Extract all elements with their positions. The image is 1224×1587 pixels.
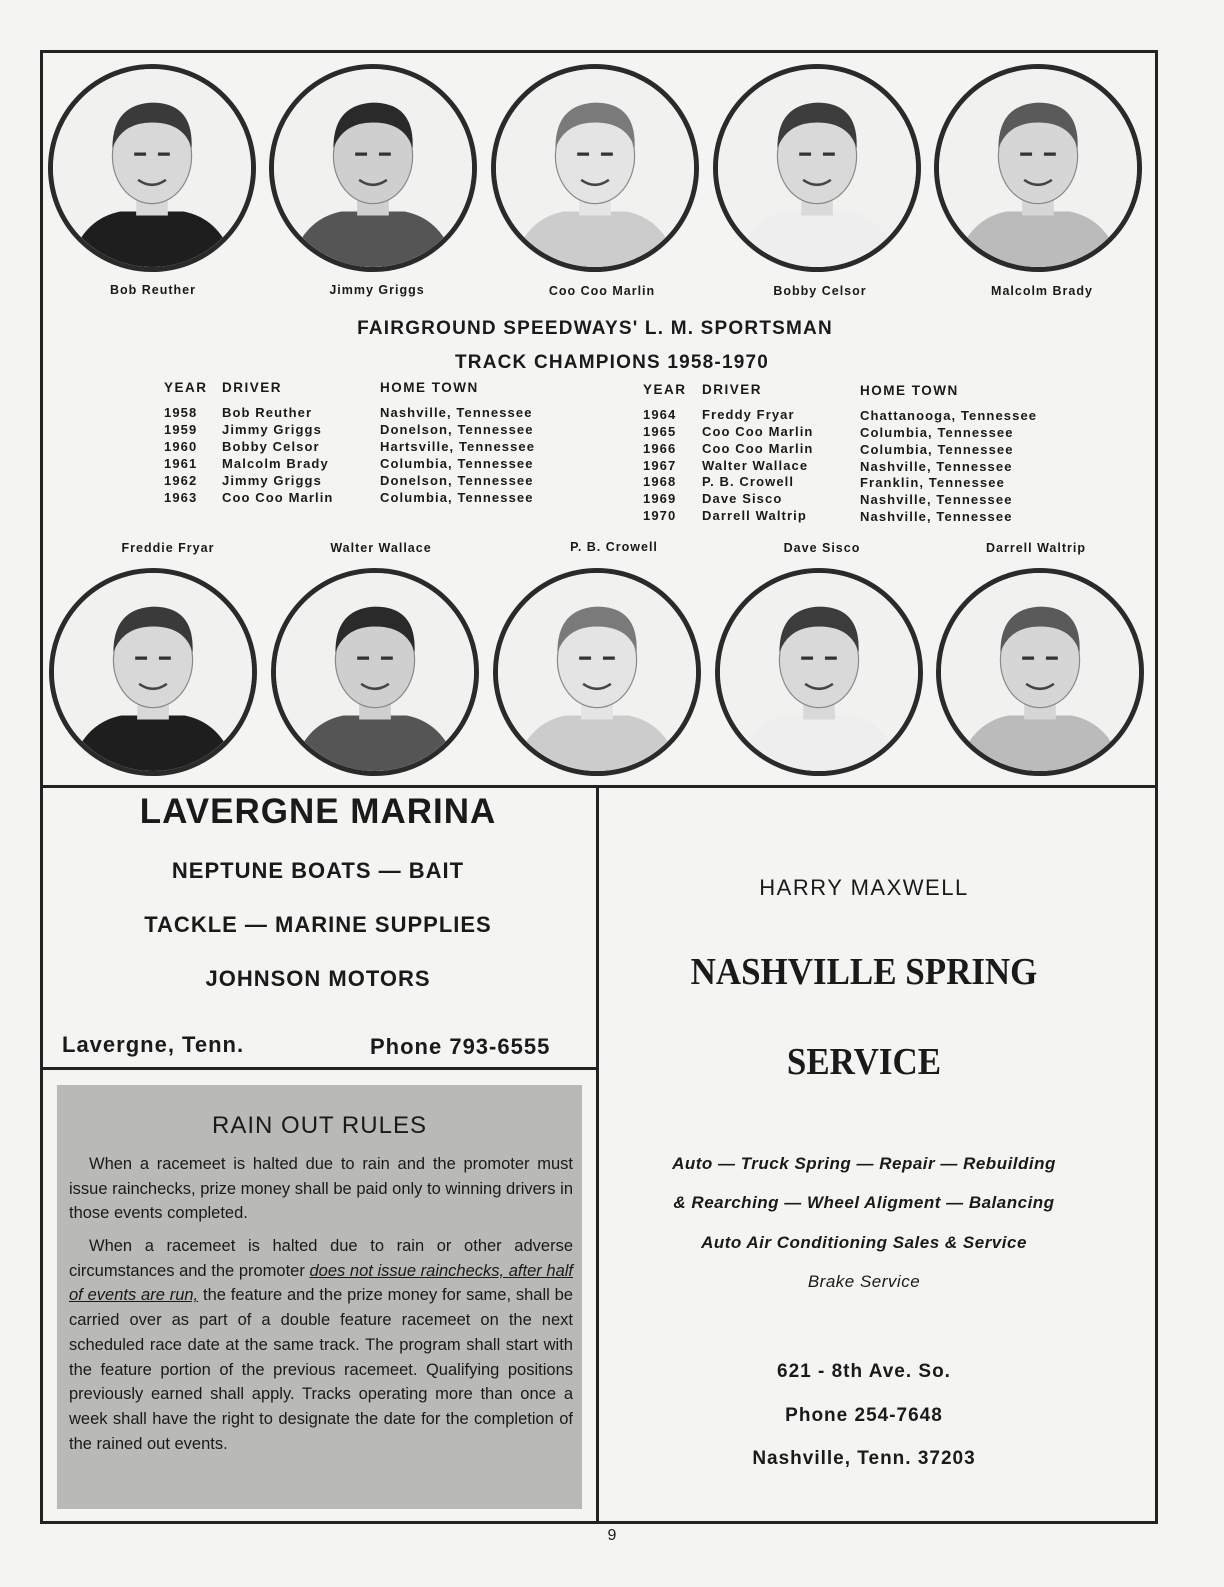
rain-p2-underlined: does not issue rainchecks, after half of events are run, [69, 1261, 573, 1305]
town-cell: Columbia, Tennessee [860, 442, 1014, 457]
spring-address: 621 - 8th Ave. So. [777, 1361, 951, 1382]
town-cell: Nashville, Tennessee [860, 509, 1013, 524]
town-cell: Nashville, Tennessee [860, 492, 1013, 507]
marina-line-1: NEPTUNE BOATS — BAIT [171, 858, 465, 883]
driver-cell: Walter Wallace [702, 458, 809, 473]
page-number: 9 [607, 1527, 617, 1544]
spring-service-4: Brake Service [807, 1272, 921, 1291]
portrait-photo [498, 573, 696, 771]
portrait-photo [496, 69, 694, 267]
driver-cell: Bob Reuther [222, 405, 313, 420]
rain-p1-text: When a racemeet is halted due to rain and the promoter must issue rainchecks, prize money shall be paid only to winning drivers in those events completed. [69, 1155, 573, 1223]
rain-rules-paragraph-1 [69, 1152, 573, 1226]
portrait-photo [53, 69, 251, 267]
town-cell: Donelson, Tennessee [380, 473, 534, 488]
portrait-photo [276, 573, 474, 771]
spring-name-1: NASHVILLE SPRING [690, 951, 1038, 993]
year-cell: 1958 [164, 405, 198, 420]
driver-cell: Dave Sisco [702, 491, 783, 506]
driver-cell: Darrell Waltrip [702, 508, 807, 523]
portrait-dave-sisco [715, 568, 923, 776]
portrait-photo [720, 573, 918, 771]
year-cell: 1967 [643, 458, 677, 473]
town-cell: Columbia, Tennessee [860, 425, 1014, 440]
caption-name: Coo Coo Marlin [548, 284, 656, 298]
portrait-bob-reuther [48, 64, 256, 272]
spring-service-2: & Rearching — Wheel Aligment — Balancing [673, 1193, 1055, 1212]
portrait-pb-crowell [493, 568, 701, 776]
year-cell: 1963 [164, 490, 198, 505]
caption-name: Bobby Celsor [773, 284, 867, 298]
driver-cell: Jimmy Griggs [222, 473, 322, 488]
driver-cell: Jimmy Griggs [222, 422, 322, 437]
portrait-freddie-fryar [49, 568, 257, 776]
town-cell: Donelson, Tennessee [380, 422, 534, 437]
year-cell: 1965 [643, 424, 677, 439]
col-year: YEAR [643, 382, 687, 397]
marina-line-3: JOHNSON MOTORS [205, 966, 431, 991]
rain-rules-title: RAIN OUT RULES [212, 1112, 427, 1139]
portrait-photo [274, 69, 472, 267]
driver-cell: Coo Coo Marlin [222, 490, 334, 505]
portrait-walter-wallace [271, 568, 479, 776]
caption-name: Jimmy Griggs [329, 283, 425, 297]
champions-title: FAIRGROUND SPEEDWAYS' L. M. SPORTSMAN [357, 318, 833, 339]
driver-cell: Malcolm Brady [222, 456, 329, 471]
rain-rules-paragraph-2 [69, 1234, 573, 1456]
col-driver: DRIVER [702, 382, 763, 397]
caption-name: Bob Reuther [110, 283, 196, 297]
rain-p2-end: the feature and the prize money for same, shall be carried over as part of a double feature racemeet on the next scheduled race date at the same track. The program shall start with the feature portion of the previous racemeet. Qualifying positions previously earned shall apply. Tracks operating more than once a week shall have the right to designate the date for the completion of the rained out events. [69, 1286, 573, 1453]
caption-name: Dave Sisco [783, 541, 861, 555]
year-cell: 1960 [164, 439, 198, 454]
portrait-photo [718, 69, 916, 267]
col-home-town: HOME TOWN [380, 380, 479, 395]
divider-mid [40, 785, 1158, 788]
spring-name-2: SERVICE [786, 1041, 942, 1083]
driver-cell: Coo Coo Marlin [702, 424, 814, 439]
driver-cell: P. B. Crowell [702, 474, 795, 489]
spring-phone: Phone 254-7648 [785, 1405, 943, 1426]
col-home-town: HOME TOWN [860, 383, 959, 398]
caption-name: P. B. Crowell [570, 540, 658, 554]
town-cell: Columbia, Tennessee [380, 456, 534, 471]
caption-name: Darrell Waltrip [986, 541, 1086, 555]
town-cell: Franklin, Tennessee [860, 475, 1005, 490]
portrait-bobby-celsor [713, 64, 921, 272]
spring-service-1: Auto — Truck Spring — Repair — Rebuilding [672, 1154, 1056, 1173]
driver-cell: Freddy Fryar [702, 407, 795, 422]
portrait-photo [939, 69, 1137, 267]
town-cell: Columbia, Tennessee [380, 490, 534, 505]
portrait-photo [54, 573, 252, 771]
driver-cell: Bobby Celsor [222, 439, 320, 454]
year-cell: 1962 [164, 473, 198, 488]
town-cell: Chattanooga, Tennessee [860, 408, 1038, 423]
year-cell: 1961 [164, 456, 198, 471]
spring-service-3: Auto Air Conditioning Sales & Service [701, 1233, 1027, 1252]
town-cell: Nashville, Tennessee [860, 459, 1013, 474]
spring-owner: HARRY MAXWELL [759, 875, 969, 900]
year-cell: 1969 [643, 491, 677, 506]
marina-title: LAVERGNE MARINA [139, 792, 497, 831]
driver-cell: Coo Coo Marlin [702, 441, 814, 456]
portrait-coo-coo-marlin [491, 64, 699, 272]
year-cell: 1966 [643, 441, 677, 456]
year-cell: 1968 [643, 474, 677, 489]
champions-subtitle: TRACK CHAMPIONS 1958-1970 [454, 352, 770, 373]
portrait-photo [941, 573, 1139, 771]
town-cell: Hartsville, Tennessee [380, 439, 536, 454]
caption-name: Malcolm Brady [991, 284, 1093, 298]
portrait-darrell-waltrip [936, 568, 1144, 776]
year-cell: 1964 [643, 407, 677, 422]
caption-name: Freddie Fryar [121, 541, 215, 555]
marina-line-2: TACKLE — MARINE SUPPLIES [144, 912, 492, 937]
caption-name: Walter Wallace [330, 541, 432, 555]
rain-p2-start: When a racemeet is halted due to rain or other adverse circumstances and the promoter [69, 1237, 573, 1280]
year-cell: 1959 [164, 422, 198, 437]
spring-city: Nashville, Tenn. 37203 [752, 1448, 976, 1469]
marina-city: Lavergne, Tenn. [62, 1032, 245, 1057]
portrait-malcolm-brady [934, 64, 1142, 272]
col-driver: DRIVER [222, 380, 283, 395]
col-year: YEAR [164, 380, 208, 395]
year-cell: 1970 [643, 508, 677, 523]
divider-marina [40, 1067, 598, 1070]
marina-phone: Phone 793-6555 [370, 1034, 551, 1059]
town-cell: Nashville, Tennessee [380, 405, 533, 420]
portrait-jimmy-griggs [269, 64, 477, 272]
